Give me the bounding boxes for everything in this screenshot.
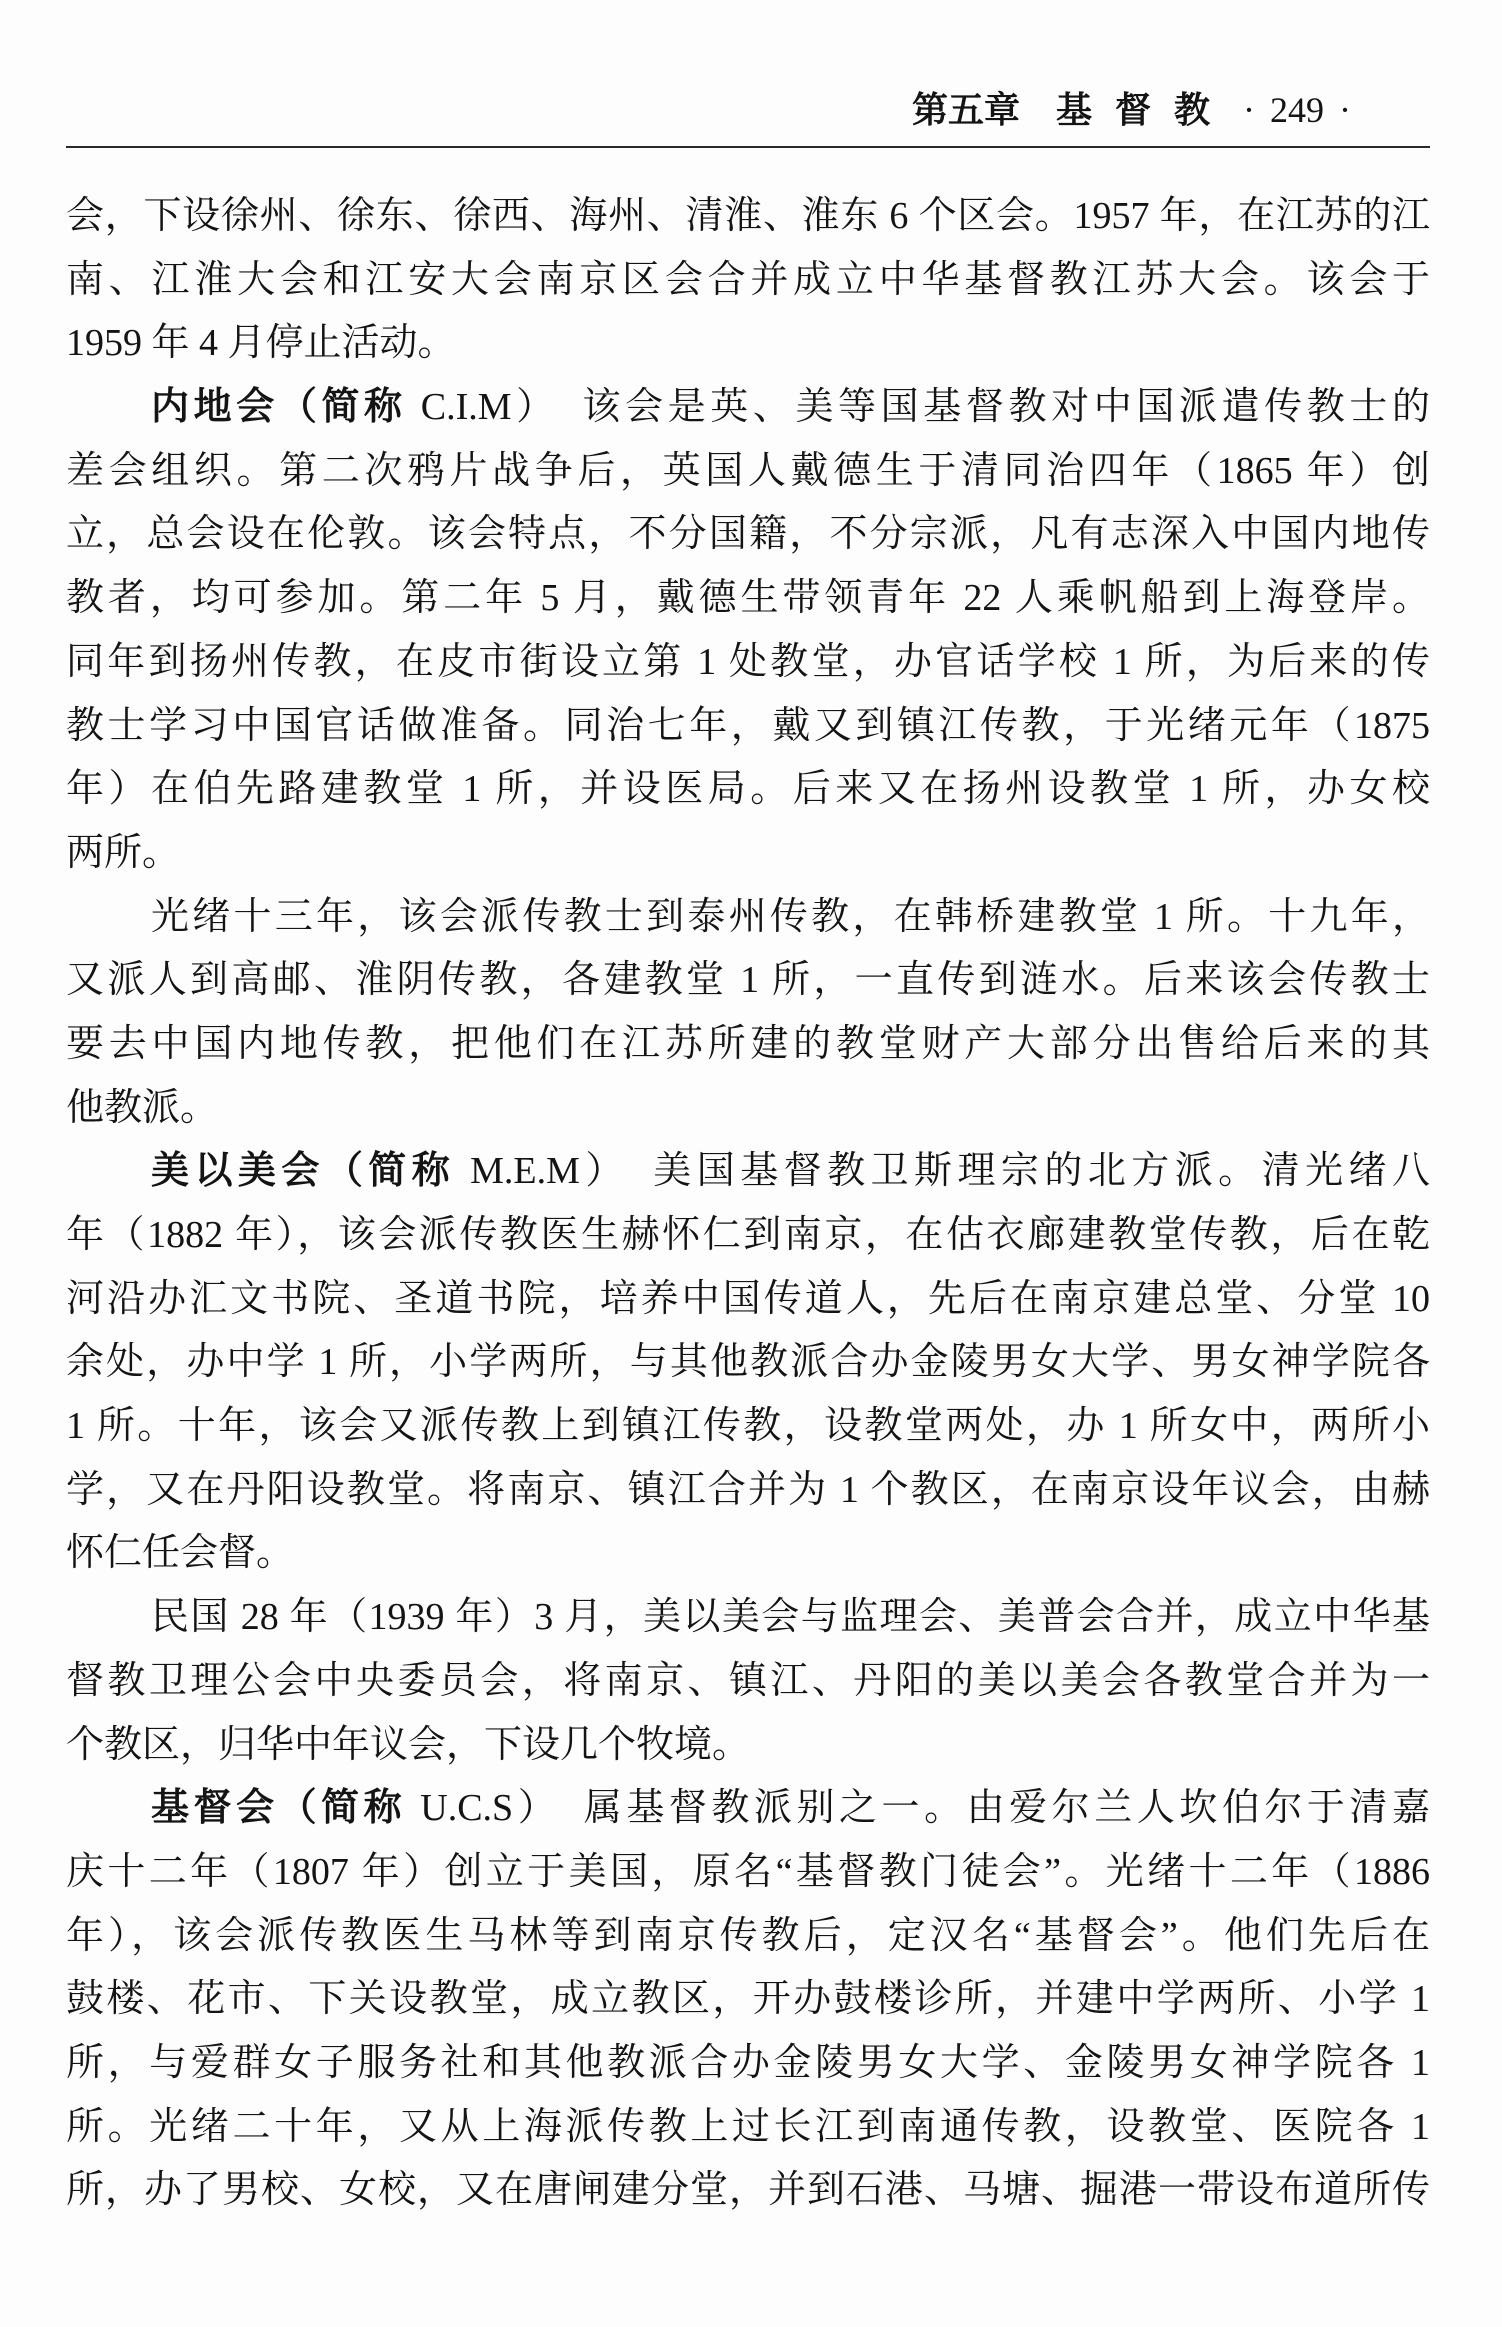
text-line: 南、江淮大会和江安大会南京区会合并成立中华基督教江苏大会。该会于 <box>66 258 1430 301</box>
text-line: 个教区，归华中年议会，下设几个牧境。 <box>66 1723 751 1766</box>
text-line: 年）在伯先路建教堂 1 所，并设医局。后来又在扬州设教堂 1 所，办女校 <box>66 768 1430 811</box>
page-number: · 249 · <box>1243 90 1351 130</box>
text-line: 要去中国内地传教，把他们在江苏所建的教堂财产大部分出售给后来的其 <box>66 1022 1430 1065</box>
text-line: 所，与爱群女子服务社和其他教派合办金陵男女大学、金陵男女神学院各 1 <box>66 2041 1430 2084</box>
paragraph <box>66 886 1430 1141</box>
text-line: 年），该会派传教医生马林等到南京传教后，定汉名“基督会”。他们先后在 <box>66 1914 1430 1957</box>
text-line: 学，又在丹阳设教堂。将南京、镇江合并为 1 个教区，在南京设年议会，由赫 <box>66 1468 1430 1511</box>
text-line: 所，办了男校、女校，又在唐闸建分堂，并到石港、马塘、掘港一带设布道所传 <box>66 2169 1430 2212</box>
text-line: 内地会（简称 C.I.M） 该会是英、美等国基督教对中国派遣传教士的 <box>151 386 1430 429</box>
text-line: 1 所。十年，该会又派传教上到镇江传教，设教堂两处，办 1 所女中，两所小 <box>66 1405 1430 1448</box>
text-line: 他教派。 <box>66 1086 219 1129</box>
text-line: 光绪十三年，该会派传教士到泰州传教，在韩桥建教堂 1 所。十九年， <box>151 895 1430 938</box>
text-line: 教者，均可参加。第二年 5 月，戴德生带领青年 22 人乘帆船到上海登岸。 <box>66 577 1430 620</box>
text-line: 1959 年 4 月停止活动。 <box>66 322 456 365</box>
paragraph <box>66 376 1430 886</box>
text-line: 怀仁任会督。 <box>66 1532 295 1575</box>
text-line: 所。光绪二十年，又从上海派传教上过长江到南通传教，设教堂、医院各 1 <box>66 2105 1430 2148</box>
text-line: 鼓楼、花市、下关设教堂，成立教区，开办鼓楼诊所，并建中学两所、小学 1 <box>66 1978 1430 2021</box>
text-line: 美以美会（简称 M.E.M） 美国基督教卫斯理宗的北方派。清光绪八 <box>151 1150 1430 1193</box>
text-line: 年（1882 年），该会派传教医生赫怀仁到南京，在估衣廊建教堂传教，后在乾 <box>66 1214 1430 1256</box>
text-line: 余处，办中学 1 所，小学两所，与其他教派合办金陵男女大学、男女神学院各 <box>66 1341 1430 1384</box>
body-text <box>66 185 1430 2223</box>
running-header-chapter: 第五章 <box>912 90 1021 130</box>
paragraph <box>66 1140 1430 1586</box>
header-rule <box>66 146 1430 148</box>
text-line: 立，总会设在伦敦。该会特点，不分国籍，不分宗派，凡有志深入中国内地传 <box>66 513 1430 556</box>
text-line: 民国 28 年（1939 年）3 月，美以美会与监理会、美普会合并，成立中华基 <box>151 1596 1430 1639</box>
text-line: 会，下设徐州、徐东、徐西、海州、清淮、淮东 6 个区会。1957 年，在江苏的江 <box>66 195 1430 237</box>
text-line: 差会组织。第二次鸦片战争后，英国人戴德生于清同治四年（1865 年）创 <box>66 449 1430 492</box>
entry-term: 基督会（简称 <box>151 1787 407 1830</box>
paragraph <box>66 1586 1430 1777</box>
entry-term: 美以美会（简称 <box>151 1150 456 1193</box>
entry-term: 内地会（简称 <box>151 386 407 429</box>
text-line: 河沿办汇文书院、圣道书院，培养中国传道人，先后在南京建总堂、分堂 10 <box>66 1277 1430 1320</box>
running-header-title: 基 督 教 <box>1056 90 1211 130</box>
text-line: 庆十二年（1807 年）创立于美国，原名“基督教门徒会”。光绪十二年（1886 <box>66 1850 1430 1893</box>
text-line: 同年到扬州传教，在皮市街设立第 1 处教堂，办官话学校 1 所，为后来的传 <box>66 640 1430 683</box>
paragraph <box>66 1777 1430 2223</box>
text-line: 两所。 <box>66 831 181 874</box>
paragraph <box>66 185 1430 376</box>
text-line: 基督会（简称 U.C.S） 属基督教派别之一。由爱尔兰人坎伯尔于清嘉 <box>151 1787 1430 1830</box>
text-line: 又派人到高邮、淮阴传教，各建教堂 1 所，一直传到涟水。后来该会传教士 <box>66 959 1430 1002</box>
text-line: 教士学习中国官话做准备。同治七年，戴又到镇江传教，于光绪元年（1875 <box>66 704 1430 747</box>
text-line: 督教卫理公会中央委员会，将南京、镇江、丹阳的美以美会各教堂合并为一 <box>66 1659 1430 1702</box>
